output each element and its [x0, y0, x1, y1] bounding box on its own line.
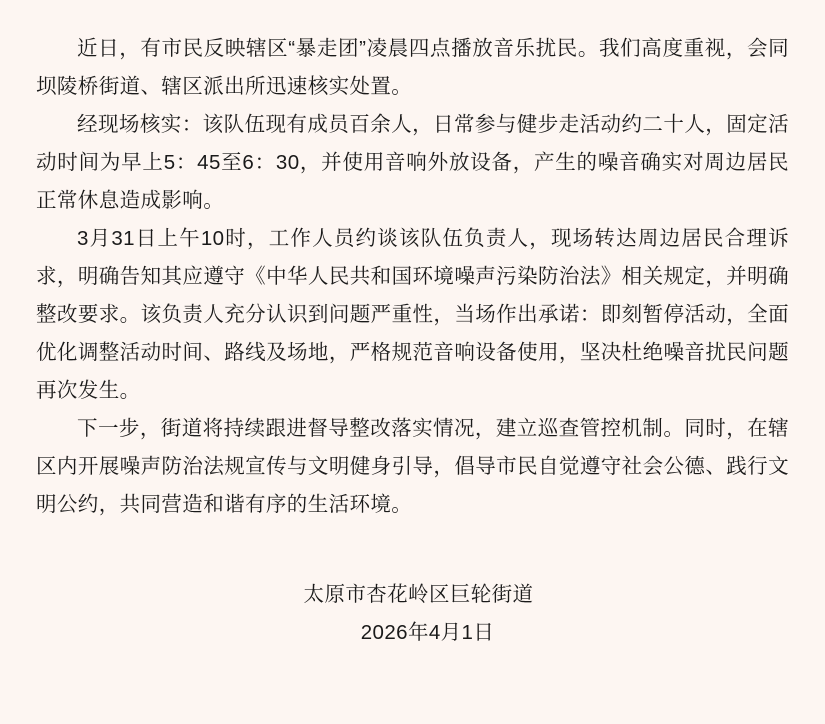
paragraph-1: 近日，有市民反映辖区“暴走团”凌晨四点播放音乐扰民。我们高度重视，会同坝陵桥街道、辖区派出所迅速核实处置。	[36, 37, 789, 98]
paragraph-4: 下一步，街道将持续跟进督导整改落实情况，建立巡查管控机制。同时，在辖区内开展噪声防治法规宣传与文明健身引导，倡导市民自觉遵守社会公德、践行文明公约，共同营造和谐有序的生活环境。	[36, 417, 789, 516]
signature-block	[36, 576, 789, 652]
signature-organization: 太原市杏花岭区巨轮街道	[303, 583, 534, 606]
signature-date: 2026年4月1日	[360, 621, 495, 644]
paragraph-2: 经现场核实：该队伍现有成员百余人，日常参与健步走活动约二十人，固定活动时间为早上5：45至6：30，并使用音响外放设备，产生的噪音确实对周边居民正常休息造成影响。	[36, 113, 789, 212]
paragraph-3: 3月31日上午10时，工作人员约谈该队伍负责人，现场转达周边居民合理诉求，明确告知其应遵守《中华人民共和国环境噪声污染防治法》相关规定，并明确整改要求。该负责人充分认识到问题严重性，当场作出承诺：即刻暂停活动，全面优化调整活动时间、路线及场地，严格规范音响设备使用，坚决杜绝噪音扰民问题再次发生。	[36, 227, 789, 402]
document-body	[36, 30, 789, 524]
